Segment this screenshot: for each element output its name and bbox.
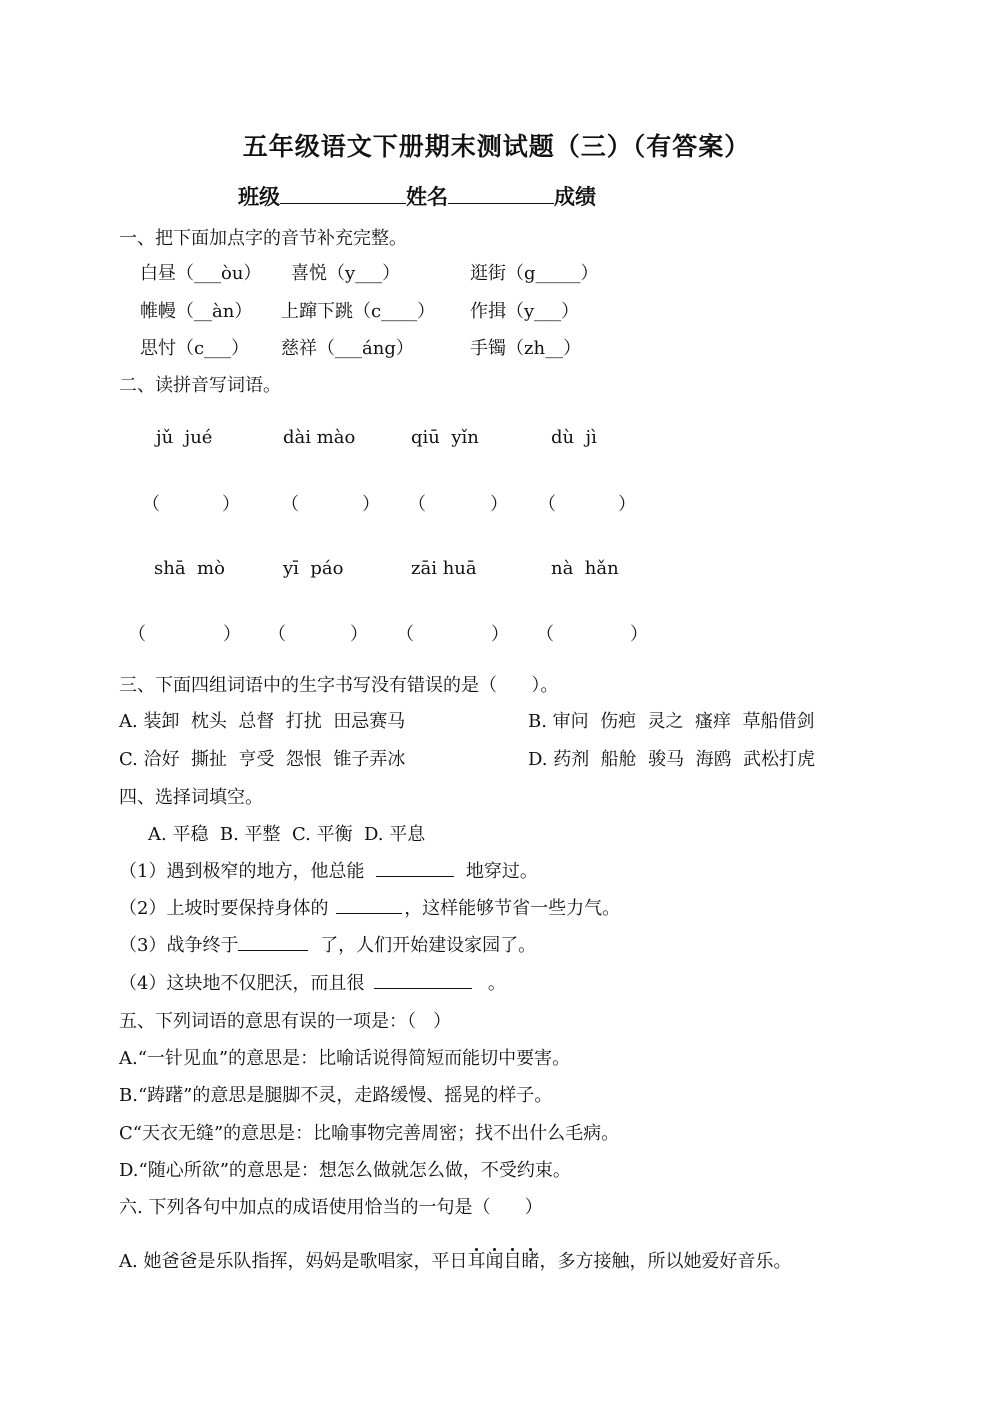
s6-option-a-text-after: ，多方接触，所以她爱好音乐。 [539, 1251, 792, 1272]
dotted-char: 闻 [485, 1251, 504, 1272]
s1-item-8: 慈祥（___áng） [281, 338, 414, 359]
s3-option-c: C. 洽好 撕扯 亨受 怨恨 锥子弄冰 [119, 749, 406, 770]
s4-q3-text: （3）战争终于 [119, 935, 239, 956]
s4-q1-text-after: 地穿过。 [465, 861, 538, 882]
s4-q2 [119, 897, 620, 921]
s6-option-a-text: A. 她爸爸是乐队指挥，妈妈是歌唱家，平日 [119, 1251, 468, 1272]
section5-heading: 五、下列词语的意思有误的一项是：（ ） [119, 1011, 452, 1032]
answer-box-6-close: ） [350, 624, 368, 645]
s1-item-9: 手镯（zh__） [470, 338, 582, 359]
page-title: 五年级语文下册期末测试题（三）（有答案） [242, 132, 751, 161]
s3-option-b: B. 审问 伤疤 灵之 瘙痒 草船借剑 [528, 711, 815, 732]
answer-box-1-close: ） [222, 494, 240, 515]
answer-box-3-open: （ [408, 494, 426, 515]
s1-item-6: 作揖（y___） [470, 301, 580, 322]
answer-box-8-open: （ [536, 624, 554, 645]
s4-q4-text-after: 。 [487, 973, 506, 994]
s4-q3-text-after: 了，人们开始建设家园了。 [320, 935, 537, 956]
pinyin-5: shā mò [154, 558, 225, 579]
s5-option-a: A.“一针见血”的意思是：比喻话说得简短而能切中要害。 [119, 1048, 571, 1069]
answer-box-7-open: （ [396, 624, 414, 645]
section1-heading: 一、把下面加点字的音节补充完整。 [119, 228, 407, 249]
s1-item-7: 思忖（c___） [140, 338, 250, 359]
s4-q2-blank[interactable] [336, 897, 402, 914]
answer-box-8-close: ） [630, 624, 648, 645]
s4-q2-text-after: ，这样能够节省一些力气。 [404, 898, 621, 919]
s4-q4-blank[interactable] [374, 972, 472, 989]
class-blank[interactable] [280, 183, 406, 204]
pinyin-6: yī páo [283, 558, 344, 579]
s4-choices: A. 平稳 B. 平整 C. 平衡 D. 平息 [148, 824, 426, 845]
s4-q3-blank[interactable] [238, 934, 308, 951]
s4-q2-text: （2）上坡时要保持身体的 [119, 898, 329, 919]
name-label: 姓名 [406, 184, 448, 209]
answer-box-6-open: （ [268, 624, 286, 645]
dotted-char: 耳 [467, 1251, 486, 1272]
s5-option-b: B.“踌躇”的意思是腿脚不灵，走路缓慢、摇晃的样子。 [119, 1085, 553, 1106]
student-info-line [238, 181, 596, 211]
answer-box-4-open: （ [538, 494, 556, 515]
s1-item-1: 白昼（___òu） [140, 263, 262, 284]
s1-item-3: 逛街（g_____） [470, 263, 599, 284]
pinyin-3: qiū yǐn [411, 427, 479, 448]
answer-box-4-close: ） [618, 494, 636, 515]
answer-box-3-close: ） [490, 494, 508, 515]
dotted-char: 目 [503, 1251, 522, 1272]
pinyin-4: dù jì [551, 427, 597, 448]
pinyin-7: zāi huā [411, 558, 477, 579]
s6-option-a [119, 1250, 791, 1274]
section6-heading: 六. 下列各句中加点的成语使用恰当的一句是（ ） [119, 1197, 543, 1218]
s4-q3 [119, 934, 536, 958]
answer-box-1-open: （ [142, 494, 160, 515]
pinyin-2: dài mào [283, 427, 356, 448]
pinyin-1: jǔ jué [156, 427, 213, 448]
s1-item-4: 帷幔（__àn） [140, 301, 253, 322]
name-blank[interactable] [448, 183, 554, 204]
s4-q1-blank[interactable] [376, 860, 454, 877]
s4-q4-text: （4）这块地不仅肥沃，而且很 [119, 973, 365, 994]
answer-box-2-close: ） [362, 494, 380, 515]
answer-box-2-open: （ [281, 494, 299, 515]
section3-heading: 三、下面四组词语中的生字书写没有错误的是（ ）。 [119, 675, 559, 696]
s3-option-d: D. 药剂 船舱 骏马 海鸥 武松打虎 [528, 749, 816, 770]
section4-heading: 四、选择词填空。 [119, 787, 263, 808]
answer-box-7-close: ） [491, 624, 509, 645]
s1-item-5: 上蹿下跳（c____） [281, 301, 436, 322]
s4-q1 [119, 860, 538, 884]
section2-heading: 二、读拼音写词语。 [119, 375, 281, 396]
s4-q4 [119, 972, 506, 996]
s5-option-c: C“天衣无缝”的意思是：比喻事物完善周密；找不出什么毛病。 [119, 1123, 620, 1144]
s5-option-d: D.“随心所欲”的意思是：想怎么做就怎么做，不受约束。 [119, 1160, 571, 1181]
answer-box-5-open: （ [128, 624, 146, 645]
class-label: 班级 [238, 184, 280, 209]
score-label: 成绩 [554, 184, 596, 209]
answer-box-5-close: ） [223, 624, 241, 645]
s3-option-a: A. 装卸 枕头 总督 打扰 田忌赛马 [119, 711, 406, 732]
pinyin-8: nà hǎn [551, 558, 619, 579]
s4-q1-text: （1）遇到极窄的地方，他总能 [119, 861, 365, 882]
s1-item-2: 喜悦（y___） [291, 263, 401, 284]
dotted-char: 睹 [521, 1251, 540, 1272]
